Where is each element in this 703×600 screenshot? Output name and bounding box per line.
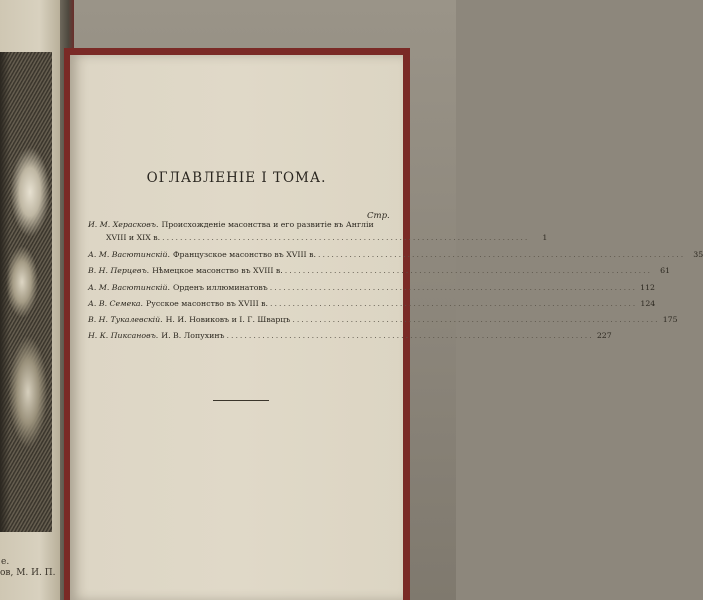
decorative-rule [213, 400, 269, 401]
entry-author: И. М. Херасковъ. [88, 220, 159, 229]
list-item [88, 266, 671, 276]
caption-line-1: е. [1, 557, 10, 567]
entry-page: 175 [662, 315, 678, 324]
entry-title: Французское масонство въ XVIII в. [172, 250, 316, 259]
entry-title-continuation: XVIII и XIX в. [106, 233, 161, 242]
leader-dots: .................................................................................. [317, 250, 686, 259]
entry-page: 124 [640, 299, 656, 308]
list-item [88, 283, 656, 293]
entry-author: В. Н. Тукалевскій. [88, 315, 163, 324]
leader-dots: .................................................................................. [269, 283, 638, 292]
page-column-header: Стр. [367, 211, 390, 221]
list-item-continuation [106, 233, 548, 243]
right-page [70, 55, 703, 600]
engraving-illustration [0, 52, 52, 532]
leader-dots: .................................................................................. [162, 233, 530, 242]
entry-author: А. В. Семека. [88, 299, 143, 308]
leader-dots: .................................................................................. [284, 266, 653, 275]
entry-title: Орденъ иллюминатовъ [172, 283, 268, 292]
entry-title: Происхожденіе масонства и его развитіе въ Англіи [161, 220, 374, 229]
list-item [88, 299, 656, 309]
entry-title: Русское масонство въ XVIII в. [146, 299, 269, 308]
entry-author: А. М. Васютинскій. [88, 250, 170, 259]
entry-page: 35 [693, 250, 703, 259]
entry-author: В. Н. Перцевъ. [88, 266, 150, 275]
caption-line-2: ов, М. И. П. [0, 568, 56, 578]
leader-dots: .................................................................................. [270, 299, 638, 308]
entry-author: А. М. Васютинскій. [88, 283, 170, 292]
list-item [88, 220, 388, 230]
entry-page: 61 [660, 266, 671, 275]
illustration-caption [0, 557, 60, 579]
entry-title: Нѣмецкое масонство въ XVIII в. [152, 266, 283, 275]
entry-title: И. В. Лопухинъ [161, 331, 225, 340]
contents-title: ОГЛАВЛЕНІЕ I ТОМА. [146, 170, 327, 186]
list-item [88, 250, 703, 260]
entry-page: 1 [542, 233, 548, 242]
list-item [88, 331, 612, 341]
entry-page: 112 [640, 283, 656, 292]
entry-title: Н. И. Новиковъ и I. Г. Шварцъ [165, 315, 291, 324]
entry-page: 227 [596, 331, 612, 340]
leader-dots: .................................................................................. [226, 331, 594, 340]
entry-author: Н. К. Пиксановъ. [88, 331, 159, 340]
list-item [88, 315, 678, 325]
leader-dots: .................................................................................. [292, 315, 660, 324]
